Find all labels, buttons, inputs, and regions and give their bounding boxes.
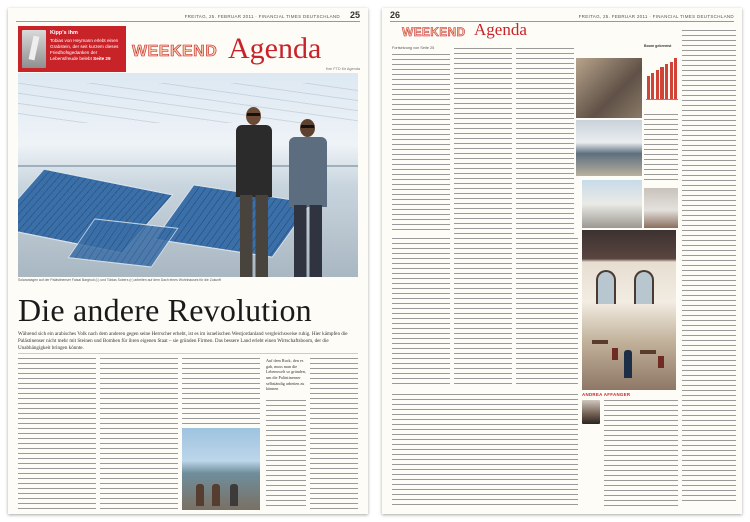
page-number: 25 (349, 10, 360, 20)
right-page (382, 8, 742, 514)
gravestone-thumbnail (22, 30, 46, 68)
chart-bar-1 (647, 76, 650, 99)
author-column-text (604, 400, 678, 506)
chart-bar-4 (660, 67, 663, 99)
body-column-6 (516, 238, 578, 388)
running-head (16, 12, 360, 22)
body-column-5 (310, 358, 358, 510)
continuation-label: Fortsetzung von Seite 25 (392, 46, 435, 50)
chart-plot-area (646, 56, 678, 100)
chart-bar-6 (670, 62, 673, 99)
harbor-photo (182, 428, 260, 510)
kipp-teaser-box[interactable] (18, 26, 126, 72)
left-page (8, 8, 368, 514)
body-column-2 (454, 48, 512, 234)
masthead-agenda: Agenda (474, 20, 527, 39)
masthead-weekend: WEEKEND (132, 43, 218, 60)
kipp-body: Tobias von Heymann erlebt einen Grabstein, der seit kurzem dieses Friedhofsgedanken der Lebensfreude belebt (50, 38, 119, 62)
article-lede: Während sich ein arabisches Volk nach dem anderen gegen seine Herrscher erhebt, ist es im israelischen Westjordanland vergleichsweise ruhig. Hier kämpfen die Palästinenser nicht mehr mit Steinen und Bomben für ihren eigenen Staat – sie gründen Firmen. Das bessere Land erlebt einen Wirtschaftsboom, der die Unabhängigkeit bringen könnte. (18, 331, 348, 351)
pull-quote: Auf dem Ruck, den es gab, muss man die Lebenswelt so gründen, um die Palästinenser selbständig arbeiten zu können (266, 358, 306, 392)
section-masthead (132, 34, 360, 64)
kipp-page-ref: Seite 29 (93, 56, 111, 62)
chart-notes (644, 114, 678, 184)
chart-bar-3 (656, 70, 659, 99)
sky-cables (18, 83, 358, 123)
building-photo (582, 180, 642, 228)
masthead-agenda: Agenda (228, 32, 322, 65)
cafe-interior-photo (582, 230, 676, 390)
body-column-3 (516, 48, 574, 234)
hero-caption: Solaranlagen auf der Palästinenser Faisal Barghuti (l.) und Tobias Sobers (r.) arbeiten auf dem Dach eines Wohnhauses für die Zukunft (18, 278, 222, 282)
author-box-label: ANDREA AFFANGER (582, 392, 631, 397)
chart-bar-7 (674, 58, 677, 99)
man-left-figure (232, 107, 276, 277)
body-column-1 (392, 54, 450, 234)
side-column-text (682, 30, 736, 504)
running-head (390, 12, 734, 22)
author-portrait (582, 400, 600, 424)
cafe-person (624, 350, 632, 378)
chart-bar-5 (665, 64, 668, 99)
page-number: 26 (390, 10, 401, 20)
body-column-4 (392, 238, 450, 388)
body-column-4 (266, 400, 306, 510)
kipp-heading: Kipp's ihm (50, 30, 78, 36)
truck-photo (576, 120, 642, 176)
woman-photo (644, 188, 678, 228)
masthead-subline: Ihre FTD für Agenda (325, 67, 360, 71)
man-right-figure (286, 119, 330, 277)
article-headline: Die andere Revolution (18, 292, 312, 328)
body-column-3 (182, 358, 260, 424)
masthead-weekend: WEEKEND (402, 25, 466, 39)
sunglasses-icon (301, 125, 314, 128)
chart-bar-2 (651, 73, 654, 99)
lower-body-text (392, 394, 578, 506)
workers-photo (576, 58, 642, 118)
divider (18, 353, 358, 354)
date-line: FREITAG, 25. FEBRUAR 2011 · FINANCIAL TIMES DEUTSCHLAND (184, 14, 340, 19)
hero-photo-solar-roof (18, 73, 358, 277)
sunglasses-icon (247, 113, 260, 116)
body-column-2 (100, 358, 178, 510)
bar-chart (644, 44, 680, 110)
kipp-teaser-text (50, 30, 122, 62)
date-line: FREITAG, 25. FEBRUAR 2011 · FINANCIAL TIMES DEUTSCHLAND (578, 14, 734, 19)
body-column-1 (18, 358, 96, 510)
chart-title: Boom gebremst (644, 44, 672, 48)
body-column-5 (454, 238, 512, 388)
